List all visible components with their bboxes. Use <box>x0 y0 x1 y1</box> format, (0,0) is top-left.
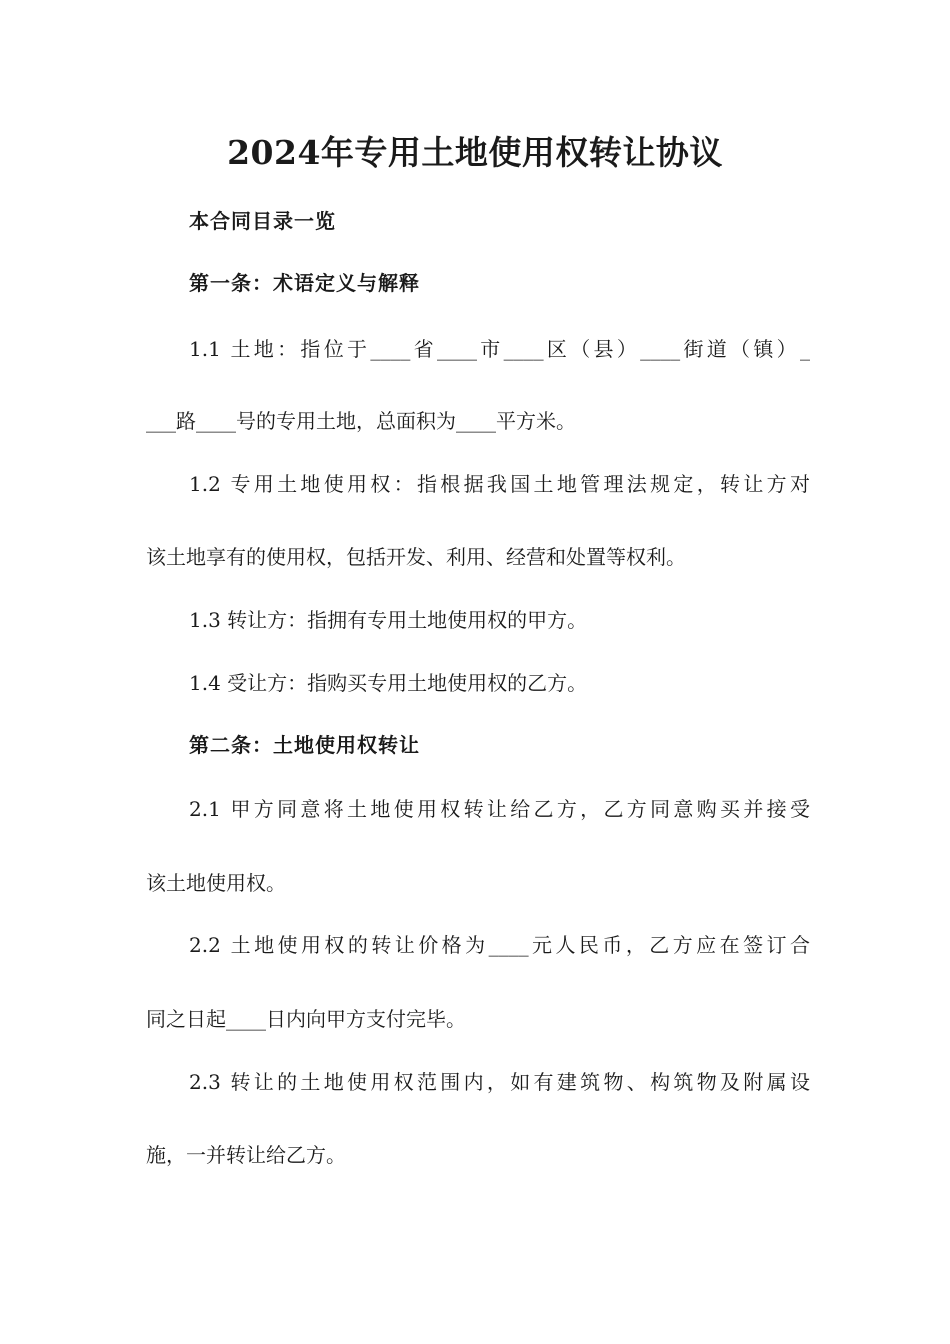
clause-2-2-line-2: 同之日起____日内向甲方支付完毕。 <box>146 1007 466 1031</box>
article-1-heading: 第一条：术语定义与解释 <box>189 271 420 295</box>
clause-1-2-line-2: 该土地享有的使用权，包括开发、利用、经营和处置等权利。 <box>146 545 686 569</box>
clause-1-4: 1.4 受让方：指购买专用土地使用权的乙方。 <box>189 671 588 695</box>
article-2-heading: 第二条：土地使用权转让 <box>189 733 420 757</box>
clause-2-3-line-1: 2.3 转让的土地使用权范围内，如有建筑物、构筑物及附属设 <box>189 1070 810 1094</box>
clause-1-2-line-1: 1.2 专用土地使用权：指根据我国土地管理法规定，转让方对 <box>189 472 810 496</box>
clause-1-3: 1.3 转让方：指拥有专用土地使用权的甲方。 <box>189 608 588 632</box>
toc-heading: 本合同目录一览 <box>189 209 336 233</box>
clause-2-1-line-2: 该土地使用权。 <box>146 871 286 895</box>
clause-2-2-line-1: 2.2 土地使用权的转让价格为____元人民币，乙方应在签订合 <box>189 933 810 957</box>
clause-1-1-line-1: 1.1 土地：指位于____省____市____区（县）____街道（镇）_ <box>189 337 810 361</box>
document-title: 2024年专用土地使用权转让协议 <box>227 133 723 172</box>
clause-2-3-line-2: 施，一并转让给乙方。 <box>146 1143 346 1167</box>
clause-2-1-line-1: 2.1 甲方同意将土地使用权转让给乙方，乙方同意购买并接受 <box>189 797 810 821</box>
clause-1-1-line-2: ___路____号的专用土地，总面积为____平方米。 <box>146 409 576 433</box>
